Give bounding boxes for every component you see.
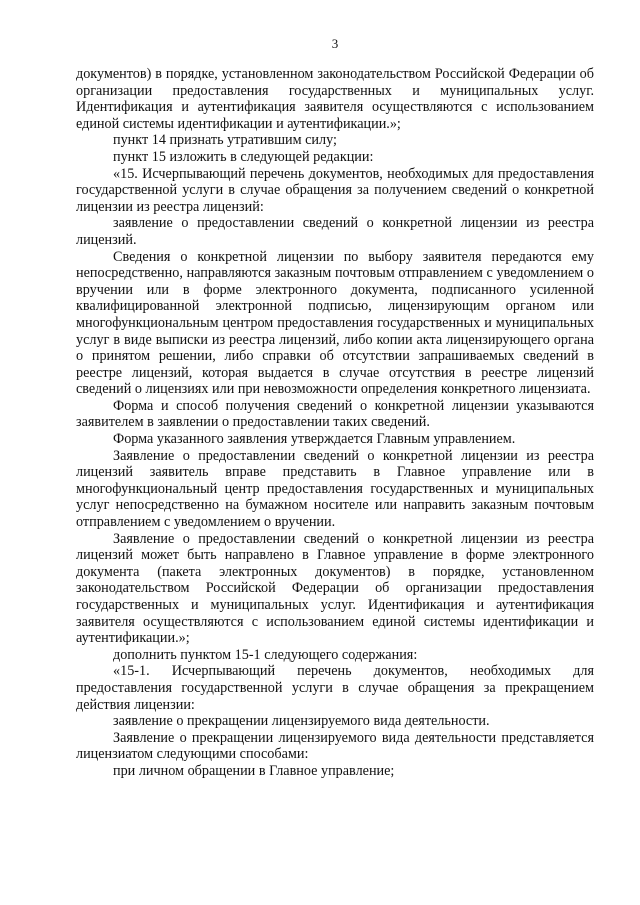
paragraph: «15-1. Исчерпывающий перечень документов, необходимых для предоставления государственной услуги в случае обращения за прекращением действия лицензии: xyxy=(76,663,594,713)
paragraph: заявление о прекращении лицензируемого вида деятельности. xyxy=(113,713,490,730)
paragraph: Заявление о прекращении лицензируемого вида деятельности представляется лицензиатом следующими способами: xyxy=(76,729,594,763)
paragraph: документов) в порядке, установленном законодательством Российской Федерации об организации предоставления государственных и муниципальных услуг. Идентификация и аутентификация заявителя осуществляются с использованием единой системы идентификации и аутентификации.»; xyxy=(76,66,594,132)
paragraph: Заявление о предоставлении сведений о конкретной лицензии из реестра лицензий заявитель вправе представить в Главное управление или в многофункциональный центр предоставления государственных и муниципальных услуг непосредственно на бумажном носителе или направить заказным почтовым отправлением с уведомлением о вручении. xyxy=(76,447,594,531)
paragraph: при личном обращении в Главное управление; xyxy=(113,762,395,779)
paragraph: Сведения о конкретной лицензии по выбору заявителя передаются ему непосредственно, направляются заказным почтовым отправлением с уведомлением о вручении или в форме электронного документа, подписанного усиленной квалифицированной электронной подписью, лицензирующим органом или многофункциональным центром предоставления государственных и муниципальных услуг в виде выписки из реестра лицензий, либо копии акта лицензирующего органа о принятом решении, либо справки об отсутствии запрашиваемых сведений в реестре лицензий, которая выдается в случае отсутствия в реестре лицензий сведений о лицензиях или при невозможности определения конкретного лицензиата. xyxy=(76,248,594,398)
paragraph: Форма указанного заявления утверждается Главным управлением. xyxy=(113,431,516,448)
paragraph: Форма и способ получения сведений о конкретной лицензии указываются заявителем в заявлении о предоставлении таких сведений. xyxy=(76,397,594,431)
paragraph: заявление о предоставлении сведений о конкретной лицензии из реестра лицензий. xyxy=(76,215,594,248)
paragraph: Заявление о предоставлении сведений о конкретной лицензии из реестра лицензий может быть направлено в Главное управление в форме электронного документа (пакета электронных документов) в порядке, установленном законодательством Российской Федерации об организации предоставления государственных и муниципальных услуг. Идентификация и аутентификация заявителя осуществляются с использованием единой системы идентификации и аутентификации.»; xyxy=(76,530,594,647)
paragraph: дополнить пунктом 15-1 следующего содержания: xyxy=(113,646,418,663)
document-body xyxy=(76,66,594,780)
paragraph: «15. Исчерпывающий перечень документов, необходимых для предоставления государственной услуги в случае обращения за получением сведений о конкретной лицензии из реестра лицензий: xyxy=(76,165,594,215)
paragraph: пункт 15 изложить в следующей редакции: xyxy=(113,148,374,165)
paragraph: пункт 14 признать утратившим силу; xyxy=(113,132,337,149)
page-number: 3 xyxy=(331,36,339,51)
